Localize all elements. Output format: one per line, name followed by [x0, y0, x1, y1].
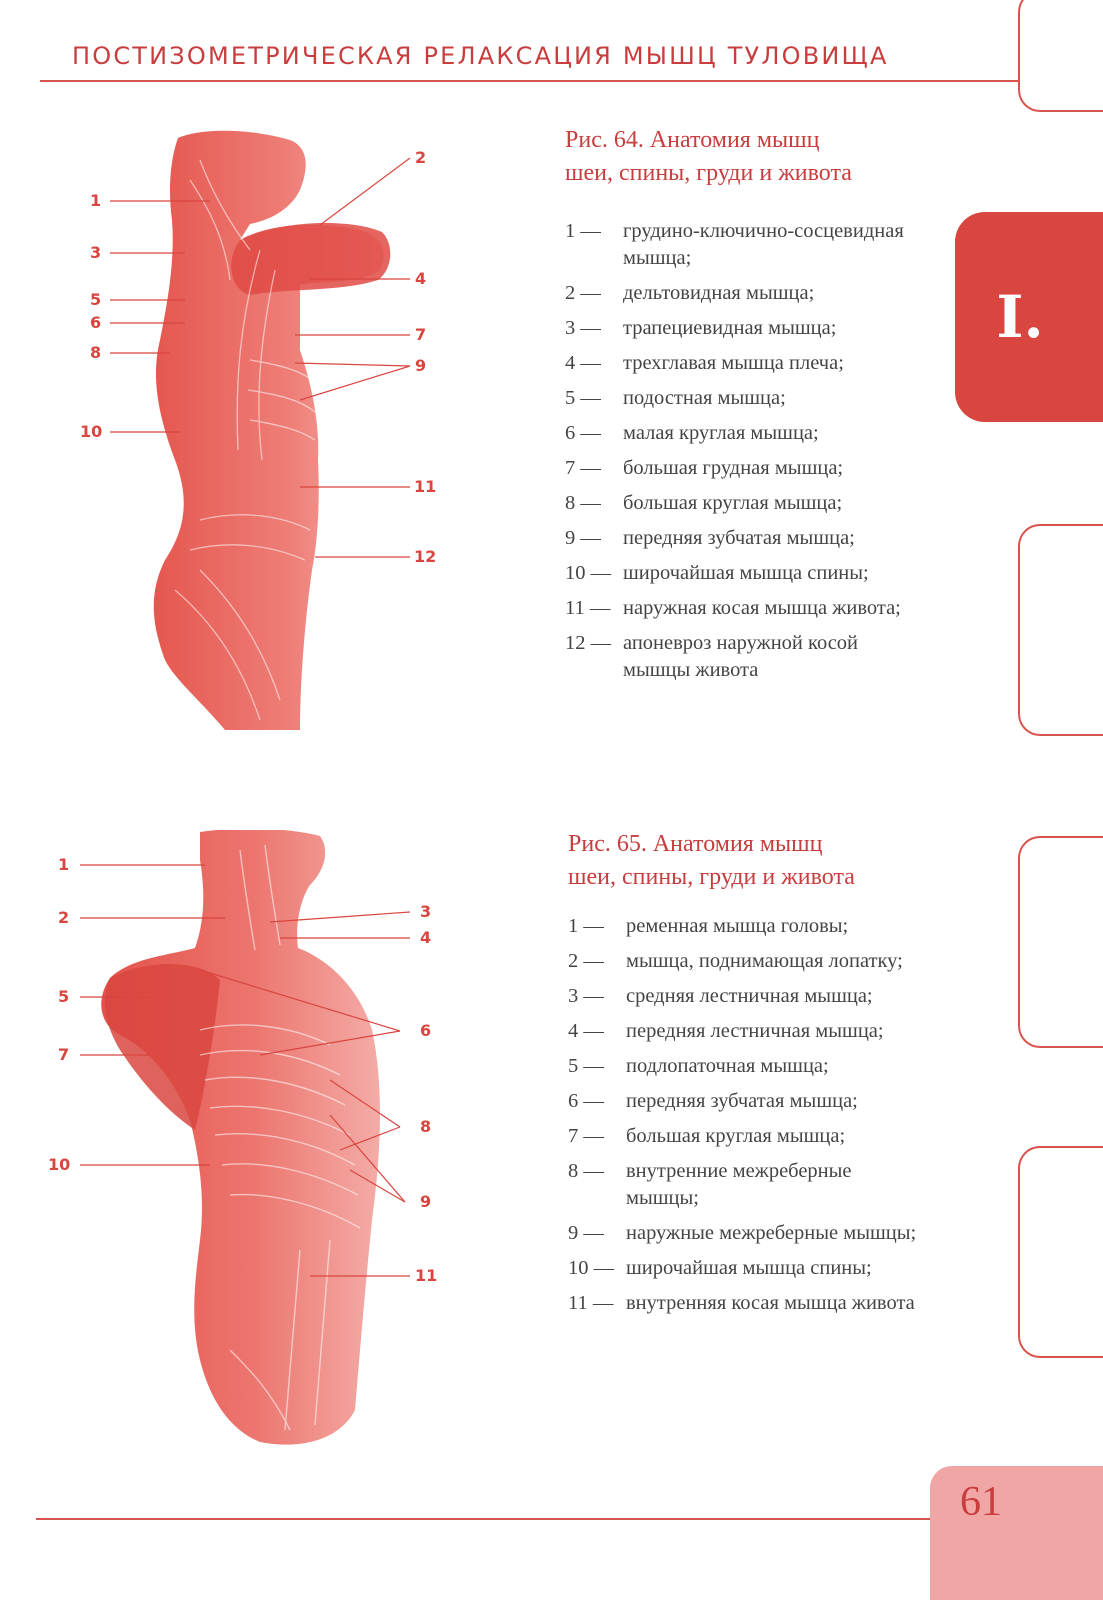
- legend-number: 3 —: [565, 317, 601, 339]
- callout-label: 11: [415, 1266, 438, 1285]
- chapter-tab-label: I.: [996, 283, 1044, 351]
- legend-number: 2 —: [565, 282, 601, 304]
- figure-64-legend: [565, 218, 925, 692]
- legend-text: малая круглая мышца;: [623, 422, 819, 444]
- callout-label: 4: [415, 269, 427, 288]
- caption-line: Рис. 64. Анатомия мышц: [565, 127, 820, 153]
- legend-item: [568, 1123, 928, 1150]
- legend-item: [565, 560, 925, 587]
- legend-item: [565, 315, 925, 342]
- figure-64-caption: [565, 124, 852, 190]
- legend-item: [565, 218, 925, 272]
- legend-text: большая круглая мышца;: [623, 492, 843, 514]
- legend-item: [568, 1158, 928, 1212]
- page-number: 61: [960, 1479, 1002, 1525]
- legend-number: 1 —: [568, 915, 604, 937]
- legend-item: [565, 280, 925, 307]
- legend-item: [568, 1018, 928, 1045]
- legend-number: 4 —: [568, 1020, 604, 1042]
- legend-number: 10 —: [565, 562, 612, 584]
- callout-label: 8: [420, 1117, 432, 1136]
- chapter-tab-outline[interactable]: [1018, 0, 1103, 112]
- legend-number: 10 —: [568, 1257, 615, 1279]
- legend-text: наружная косая мышца живота;: [623, 597, 901, 619]
- chapter-tab-active[interactable]: [955, 212, 1103, 422]
- legend-item: [568, 1220, 928, 1247]
- legend-text: подлопаточная мышца;: [626, 1055, 829, 1077]
- legend-text: средняя лестничная мышца;: [626, 985, 873, 1007]
- legend-text: внутренние межреберные мышцы;: [626, 1160, 852, 1209]
- callout-label: 1: [58, 855, 70, 874]
- legend-item: [565, 420, 925, 447]
- legend-number: 2 —: [568, 950, 604, 972]
- header-rule: [40, 80, 1025, 82]
- legend-number: 9 —: [568, 1222, 604, 1244]
- legend-item: [568, 983, 928, 1010]
- legend-item: [568, 1088, 928, 1115]
- legend-number: 6 —: [568, 1090, 604, 1112]
- callout-label: 1: [90, 191, 102, 210]
- legend-item: [568, 1290, 928, 1317]
- callout-label: 3: [90, 243, 102, 262]
- legend-number: 9 —: [565, 527, 601, 549]
- figure-65-caption: [568, 828, 855, 894]
- legend-item: [565, 350, 925, 377]
- callout-label: 9: [415, 356, 427, 375]
- figure-64-illustration: [0, 120, 460, 740]
- chapter-tab-outline[interactable]: [1018, 524, 1103, 736]
- legend-item: [565, 525, 925, 552]
- footer-rule: [36, 1518, 936, 1520]
- legend-item: [565, 385, 925, 412]
- legend-item: [565, 595, 925, 622]
- caption-line: Рис. 65. Анатомия мышц: [568, 831, 823, 857]
- legend-text: передняя лестничная мышца;: [626, 1020, 884, 1042]
- legend-text: передняя зубчатая мышца;: [626, 1090, 858, 1112]
- callout-label: 10: [48, 1155, 71, 1174]
- legend-text: широчайшая мышца спины;: [623, 562, 869, 584]
- callout-label: 8: [90, 343, 102, 362]
- torso-side-muscles-image: [0, 120, 460, 740]
- legend-text: подостная мышца;: [623, 387, 786, 409]
- legend-number: 4 —: [565, 352, 601, 374]
- caption-line: шеи, спины, груди и живота: [568, 864, 855, 890]
- legend-text: ременная мышца головы;: [626, 915, 849, 937]
- legend-number: 5 —: [565, 387, 601, 409]
- callout-label: 6: [90, 313, 102, 332]
- legend-text: наружные межреберные мышцы;: [626, 1222, 917, 1244]
- legend-text: мышца, поднимающая лопатку;: [626, 950, 903, 972]
- callout-label: 12: [414, 547, 437, 566]
- figure-65-legend: [568, 913, 928, 1325]
- callout-label: 10: [80, 422, 103, 441]
- legend-number: 7 —: [565, 457, 601, 479]
- legend-item: [568, 1255, 928, 1282]
- callout-label: 7: [415, 325, 427, 344]
- legend-item: [565, 630, 925, 684]
- page-number-tab: [930, 1466, 1103, 1600]
- legend-number: 11 —: [568, 1292, 614, 1314]
- legend-text: большая круглая мышца;: [626, 1125, 846, 1147]
- callout-label: 5: [58, 987, 70, 1006]
- page-header-title: ПОСТИЗОМЕТРИЧЕСКАЯ РЕЛАКСАЦИЯ МЫШЦ ТУЛОВИЩА: [72, 42, 889, 70]
- legend-number: 11 —: [565, 597, 611, 619]
- callout-label: 9: [420, 1192, 432, 1211]
- legend-number: 12 —: [565, 632, 612, 654]
- legend-item: [565, 490, 925, 517]
- chapter-tab-outline[interactable]: [1018, 1146, 1103, 1358]
- legend-text: трехглавая мышца плеча;: [623, 352, 844, 374]
- callout-label: 11: [414, 477, 437, 496]
- legend-item: [568, 1053, 928, 1080]
- callout-label: 4: [420, 928, 432, 947]
- callout-label: 5: [90, 290, 102, 309]
- legend-number: 6 —: [565, 422, 601, 444]
- legend-number: 1 —: [565, 220, 601, 242]
- legend-number: 8 —: [565, 492, 601, 514]
- legend-text: широчайшая мышца спины;: [626, 1257, 872, 1279]
- legend-number: 8 —: [568, 1160, 604, 1182]
- legend-text: передняя зубчатая мышца;: [623, 527, 855, 549]
- figure-65-illustration: [0, 830, 460, 1480]
- legend-text: дельтовидная мышца;: [623, 282, 815, 304]
- callout-label: 7: [58, 1045, 70, 1064]
- legend-number: 5 —: [568, 1055, 604, 1077]
- legend-number: 3 —: [568, 985, 604, 1007]
- legend-number: 7 —: [568, 1125, 604, 1147]
- legend-text: трапециевидная мышца;: [623, 317, 837, 339]
- callout-label: 6: [420, 1021, 432, 1040]
- caption-line: шеи, спины, груди и живота: [565, 160, 852, 186]
- callout-label: 3: [420, 902, 432, 921]
- legend-text: грудино-ключично-сосцевидная мышца;: [623, 220, 904, 269]
- callout-label: 2: [58, 908, 70, 927]
- legend-text: внутренняя косая мышца живота: [626, 1292, 915, 1314]
- legend-text: большая грудная мышца;: [623, 457, 844, 479]
- legend-item: [568, 948, 928, 975]
- chapter-tab-outline[interactable]: [1018, 836, 1103, 1048]
- legend-item: [565, 455, 925, 482]
- legend-item: [568, 913, 928, 940]
- callout-label: 2: [415, 148, 427, 167]
- legend-text: апоневроз наружной косой мышцы живота: [623, 632, 859, 681]
